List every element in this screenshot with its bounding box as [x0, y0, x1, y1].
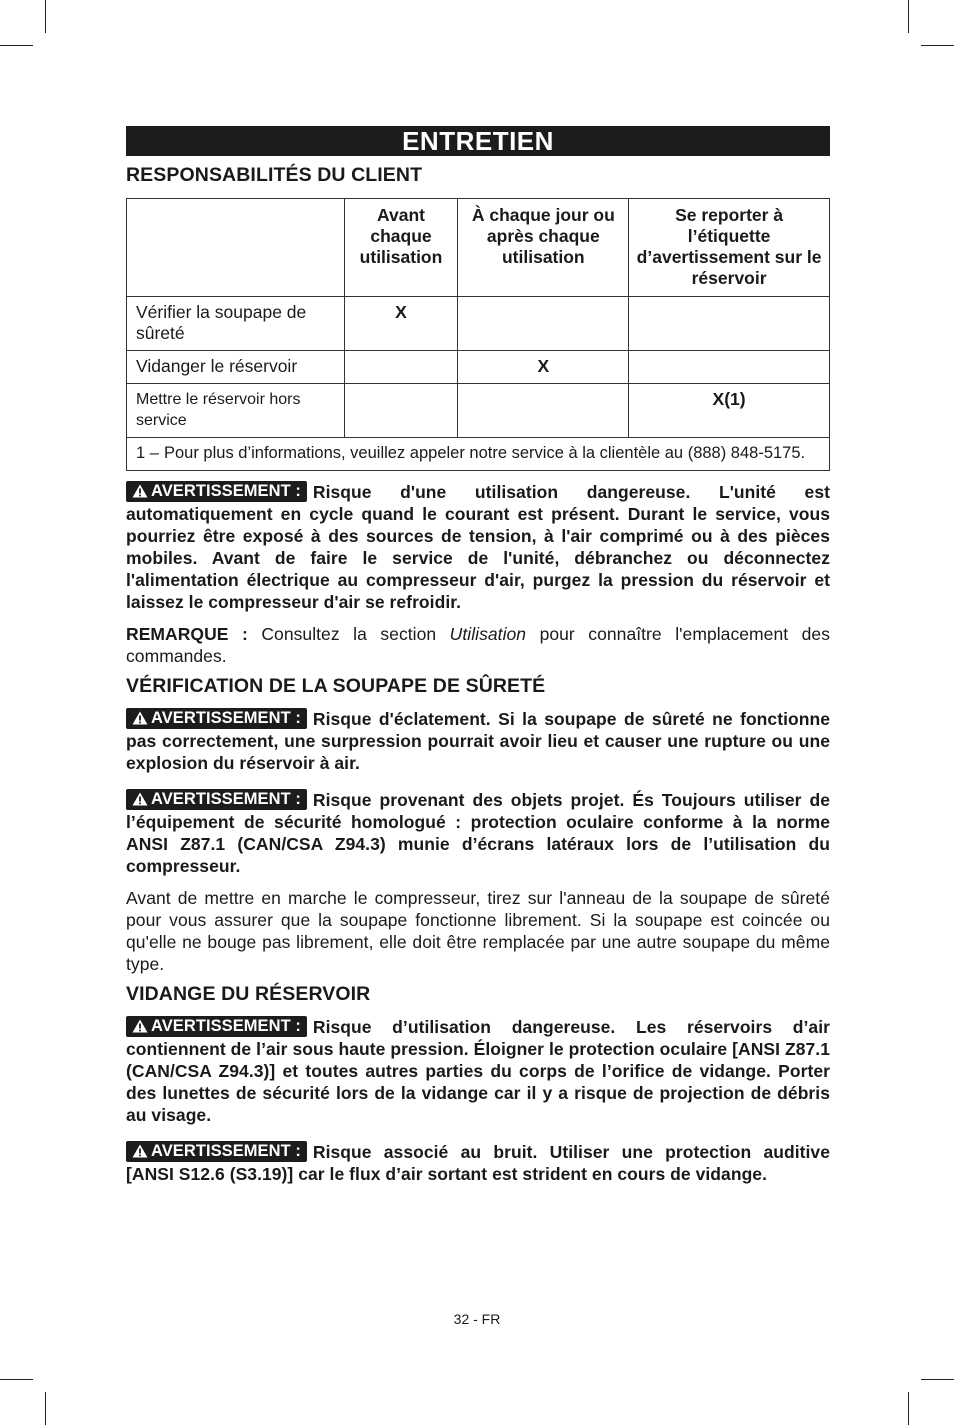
- warning-label: AVERTISSEMENT :: [151, 1142, 301, 1160]
- table-row: [127, 297, 830, 351]
- warning-paragraph: [126, 481, 830, 613]
- warning-text: Risque d’utilisation dangereuse. Les réservoirs d’air contiennent de l’air sous haute pression. Éloigner le protection oculaire [ANSI Z87.1 (CAN/CSA Z94.3)] et toutes autres parties du corps de l’orifice de vidange. Porter des lunettes de sécurité lors de la vidange car il y a risque de projection de débris au visage.: [126, 1017, 830, 1125]
- warning-paragraph: [126, 1016, 830, 1126]
- warning-badge: [126, 1016, 307, 1037]
- crop-mark: [45, 0, 46, 33]
- crop-mark: [45, 1392, 46, 1425]
- warning-triangle-icon: [132, 792, 148, 806]
- warning-text: Risque provenant des objets projet. És Toujours utiliser de l’équipement de sécurité homologué : protection oculaire conforme à la norme ANSI Z87.1 (CAN/CSA Z94.3) munie d’écrans latéraux lors de l’utilisation du compresseur.: [126, 790, 830, 876]
- warning-label: AVERTISSEMENT :: [151, 1017, 301, 1035]
- warning-badge: [126, 1141, 307, 1162]
- table-task-cell: Vérifier la soupape de sûreté: [127, 297, 345, 351]
- table-header-row: [127, 199, 830, 297]
- table-mark-cell: [629, 351, 830, 384]
- page-content: [126, 126, 830, 1185]
- warning-triangle-icon: [132, 484, 148, 498]
- warning-text: Risque d'éclatement. Si la soupape de sûreté ne fonctionne pas correctement, une surpression pourrait avoir lieu et causer une rupture ou une explosion du réservoir à air.: [126, 709, 830, 773]
- warning-label: AVERTISSEMENT :: [151, 482, 301, 500]
- warning-label: AVERTISSEMENT :: [151, 709, 301, 727]
- table-mark-cell: [344, 384, 458, 438]
- table-task-cell: Vidanger le réservoir: [127, 351, 345, 384]
- table-note-row: [127, 438, 830, 471]
- table-header-cell: [127, 199, 345, 297]
- remarque-text: Consultez la section: [247, 624, 450, 644]
- warning-triangle-icon: [132, 711, 148, 725]
- warning-paragraph: [126, 1141, 830, 1185]
- table-mark-cell: X(1): [629, 384, 830, 438]
- table-header-cell: Se reporter à l’étiquette d’avertissement sur le réservoir: [629, 199, 830, 297]
- warning-badge: [126, 708, 307, 729]
- remarque-text-end: pour connaître l'emplacement des commandes.: [126, 624, 831, 666]
- table-row: [127, 384, 830, 438]
- remarque-label: REMARQUE :: [126, 624, 248, 644]
- page-number: 32 - FR: [453, 1311, 501, 1327]
- table-mark-cell: X: [458, 351, 629, 384]
- table-task-cell: Mettre le réservoir hors service: [127, 384, 345, 438]
- warning-paragraph: [126, 789, 830, 877]
- section-banner: ENTRETIEN: [126, 126, 830, 156]
- warning-badge: [126, 789, 307, 810]
- section-title-responsabilites: RESPONSABILITÉS DU CLIENT: [126, 164, 423, 186]
- table-row: [127, 351, 830, 384]
- table-mark-cell: [458, 297, 629, 351]
- warning-label: AVERTISSEMENT :: [151, 790, 301, 808]
- table-note-cell: [127, 438, 830, 471]
- crop-mark: [921, 45, 954, 46]
- table-note-number: 1 –: [136, 444, 159, 462]
- maintenance-table: [126, 198, 830, 471]
- warning-triangle-icon: [132, 1019, 148, 1033]
- section-title-verification: VÉRIFICATION DE LA SOUPAPE DE SÛRETÉ: [126, 675, 546, 697]
- crop-mark: [0, 45, 33, 46]
- table-header-cell: À chaque jour ou après chaque utilisation: [458, 199, 629, 297]
- crop-mark: [0, 1379, 33, 1380]
- crop-mark: [908, 0, 909, 33]
- warning-text: Risque d'une utilisation dangereuse. L'unité est automatiquement en cycle quand le courant est présent. Durant le service, vous pourriez être exposé à des sources de tension, à l'air comprimé ou à des pièces mobiles. Avant de faire le service de l'unité, débranchez ou déconnectez l'alimentation électrique au compresseur d'air, purgez la pression du réservoir et laissez le compresseur d'air se refroidir.: [126, 482, 830, 612]
- table-note-text: Pour plus d’informations, veuillez appeler notre service à la clientèle au (888) 848-5175.: [164, 444, 806, 462]
- crop-mark: [921, 1379, 954, 1380]
- table-mark-cell: [344, 351, 458, 384]
- section-title-vidange: VIDANGE DU RÉSERVOIR: [126, 983, 371, 1005]
- warning-triangle-icon: [132, 1144, 148, 1158]
- table-mark-cell: [458, 384, 629, 438]
- body-paragraph: Avant de mettre en marche le compresseur, tirez sur l'anneau de la soupape de sûreté pour vous assurer que la soupape fonctionne librement. Si la soupape est coincée ou qu'elle ne bouge pas librement, elle doit être remplacée par une autre soupape du même type.: [126, 888, 830, 974]
- remarque-italic: Utilisation: [449, 624, 527, 644]
- table-mark-cell: [629, 297, 830, 351]
- remarque-paragraph: [126, 623, 830, 667]
- table-header-cell: Avant chaque utilisation: [344, 199, 458, 297]
- warning-badge: [126, 481, 307, 502]
- crop-mark: [908, 1392, 909, 1425]
- table-mark-cell: X: [344, 297, 458, 351]
- warning-paragraph: [126, 708, 830, 774]
- warning-text: Risque associé au bruit. Utiliser une protection auditive [ANSI S12.6 (S3.19)] car le flux d’air sortant est strident en cours de vidange.: [126, 1142, 830, 1184]
